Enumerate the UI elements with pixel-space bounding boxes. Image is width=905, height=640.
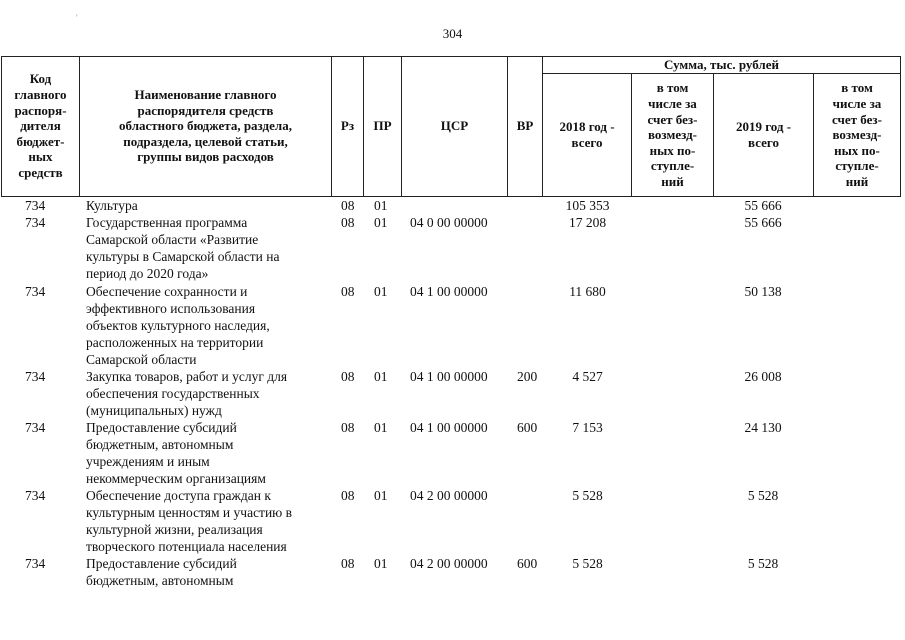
row-pr: 01 (374, 369, 388, 384)
row-vr: 600 (517, 556, 538, 571)
row-sum-2019: 26 008 (744, 369, 782, 384)
row-sum-2019: 5 528 (747, 556, 779, 571)
row-name: Обеспечение доступа граждан к культурным ценностям и участию в культурной жизни, реализация творческого потенциала населения (86, 488, 293, 554)
row-sum-2018: 5 528 (572, 488, 603, 503)
row-sum-2019: 50 138 (744, 284, 782, 299)
header-rz: Рз (340, 118, 355, 134)
row-rz: 08 (341, 420, 355, 435)
row-code: 734 (25, 215, 46, 230)
row-sum-2018: 105 353 (565, 198, 610, 213)
row-csr: 04 1 00 00000 (410, 284, 488, 299)
header-2019-total: 2019 год - всего (735, 119, 792, 150)
row-vr: 200 (517, 369, 538, 384)
row-name: Обеспечение сохранности и эффективного использования объектов культурного наследия, расположенных на территории Самарской области (86, 284, 270, 367)
header-vr: ВР (516, 118, 534, 134)
row-name: Закупка товаров, работ и услуг для обеспечения государственных (муниципальных) нужд (86, 369, 288, 418)
row-pr: 01 (374, 488, 388, 503)
row-name: Государственная программа Самарской области «Развитие культуры в Самарской области на период до 2020 года» (86, 215, 280, 281)
row-name: Культура (86, 198, 138, 213)
row-code: 734 (25, 198, 46, 213)
row-csr: 04 1 00 00000 (410, 369, 488, 384)
row-name: Предоставление субсидий бюджетным, автономным учреждениям и иным некоммерческим организациям (86, 420, 266, 486)
row-pr: 01 (374, 198, 388, 213)
header-border-10 (900, 56, 901, 197)
row-code: 734 (25, 284, 46, 299)
header-2018-free: в том числе за счет без- возмезд- ных по- ступле- ний (647, 80, 698, 189)
row-sum-2018: 11 680 (569, 284, 606, 299)
table-header (1, 56, 901, 197)
row-sum-2019: 55 666 (744, 198, 782, 213)
row-csr: 04 1 00 00000 (410, 420, 488, 435)
row-csr: 04 2 00 00000 (410, 488, 488, 503)
row-rz: 08 (341, 215, 355, 230)
row-pr: 01 (374, 556, 388, 571)
row-csr: 04 0 00 00000 (410, 215, 488, 230)
row-code: 734 (25, 420, 46, 435)
row-name: Предоставление субсидий бюджетным, автономным (86, 556, 237, 588)
scan-speck: ' (76, 13, 78, 23)
row-sum-2018: 4 527 (572, 369, 603, 384)
page-number: 304 (442, 26, 463, 41)
row-rz: 08 (341, 198, 355, 213)
row-vr: 600 (517, 420, 538, 435)
row-sum-2018: 17 208 (568, 215, 607, 230)
row-rz: 08 (341, 284, 355, 299)
row-rz: 08 (341, 488, 355, 503)
row-pr: 01 (374, 284, 388, 299)
row-code: 734 (25, 556, 46, 571)
header-2019-free: в том числе за счет без- возмезд- ных по- ступле- ний (832, 80, 882, 189)
row-csr: 04 2 00 00000 (410, 556, 488, 571)
row-pr: 01 (374, 420, 388, 435)
header-csr: ЦСР (440, 118, 469, 134)
header-sum: Сумма, тыс. рублей (664, 56, 779, 72)
header-name: Наименование главного распорядителя средств областного бюджета, раздела, подраздела, целевой статьи, группы видов расходов (119, 87, 292, 165)
row-sum-2018: 7 153 (572, 420, 603, 435)
row-sum-2019: 5 528 (747, 488, 779, 503)
header-code: Код главного распоря- дителя бюджет- ных средств (14, 71, 67, 180)
row-code: 734 (25, 488, 46, 503)
row-sum-2019: 55 666 (744, 215, 782, 230)
row-sum-2019: 24 130 (744, 420, 782, 435)
row-code: 734 (25, 369, 46, 384)
row-rz: 08 (341, 369, 355, 384)
row-sum-2018: 5 528 (572, 556, 603, 571)
header-pr: ПР (373, 118, 392, 134)
row-pr: 01 (374, 215, 388, 230)
row-rz: 08 (341, 556, 355, 571)
header-2018-total: 2018 год - всего (559, 119, 615, 150)
